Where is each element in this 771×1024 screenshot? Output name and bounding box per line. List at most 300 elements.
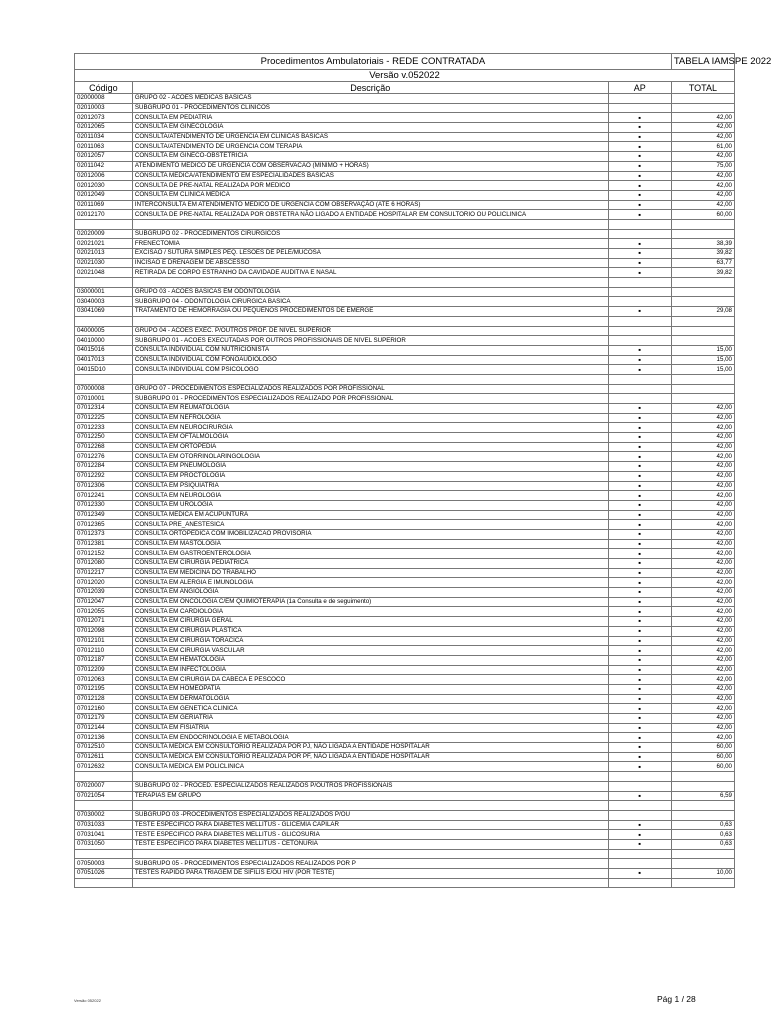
ap-marker: ■ [608, 462, 671, 472]
procedure-total: 42,00 [671, 200, 734, 210]
procedure-code: 07012195 [75, 684, 133, 694]
procedure-code: 07000008 [75, 384, 133, 394]
procedure-description: CONSULTA ORTOPEDICA COM IMOBILIZACAO PROVISORIA [132, 529, 608, 539]
procedure-code: 07012373 [75, 529, 133, 539]
procedure-description: CONSULTA DE PRE-NATAL REALIZADA POR MEDICO [132, 181, 608, 191]
ap-marker: ■ [608, 500, 671, 510]
procedure-description: SUBGRUPO 03 -PROCEDIMENTOS ESPECIALIZADOS REALIZADOS P/OU [132, 810, 608, 820]
table-row [75, 384, 735, 394]
procedure-total: 42,00 [671, 617, 734, 627]
ap-marker [608, 103, 671, 113]
ap-marker: ■ [608, 704, 671, 714]
column-header-ap: AP [608, 82, 671, 94]
table-row [75, 219, 735, 229]
procedure-description: ATENDIMENTO MEDICO DE URGENCIA COM OBSERVACAO (MINIMO + HORAS) [132, 161, 608, 171]
procedure-total: 42,00 [671, 539, 734, 549]
procedure-total [671, 336, 734, 346]
procedure-code: 02021021 [75, 239, 133, 249]
procedure-description: GRUPO 07 - PROCEDIMENTOS ESPECIALIZADOS REALIZADOS POR PROFISSIONAL [132, 384, 608, 394]
ap-marker [608, 374, 671, 384]
procedure-description: CONSULTA MEDICA EM CONSULTORIO REALIZADA POR PF, NÃO LIGADA A ENTIDADE HOSPITALAR [132, 752, 608, 762]
procedure-code: 02012073 [75, 113, 133, 123]
ap-marker: ■ [608, 723, 671, 733]
ap-marker [608, 859, 671, 869]
procedure-code: 07012611 [75, 752, 133, 762]
ap-marker: ■ [608, 684, 671, 694]
procedure-code: 07012071 [75, 617, 133, 627]
table-row [75, 481, 735, 491]
procedure-code: 07012128 [75, 694, 133, 704]
table-row [75, 578, 735, 588]
procedure-code: 07012209 [75, 665, 133, 675]
ap-marker: ■ [608, 869, 671, 879]
procedure-total [671, 278, 734, 288]
procedure-total: 38,39 [671, 239, 734, 249]
ap-marker: ■ [608, 820, 671, 830]
procedure-description [132, 772, 608, 782]
procedure-description: CONSULTA EM GENETICA CLINICA [132, 704, 608, 714]
procedure-code: 07012349 [75, 510, 133, 520]
procedure-total: 42,00 [671, 684, 734, 694]
ap-marker: ■ [608, 404, 671, 414]
procedure-code: 07012047 [75, 597, 133, 607]
procedure-code [75, 878, 133, 888]
procedure-code [75, 316, 133, 326]
procedure-description: CONSULTA EM GINECOLOGIA [132, 123, 608, 133]
procedures-table [74, 53, 771, 888]
ap-marker: ■ [608, 132, 671, 142]
procedure-description: CONSULTA EM PSIQUIATRIA [132, 481, 608, 491]
procedure-code: 07031050 [75, 839, 133, 849]
procedure-description: TESTES RAPIDO PARA TRIAGEM DE SIFILIS E/OU HIV (POR TESTE) [132, 869, 608, 879]
column-header-code: Código [75, 82, 133, 94]
procedure-total: 42,00 [671, 646, 734, 656]
procedure-total: 0,63 [671, 820, 734, 830]
document-title: Procedimentos Ambulatoriais - REDE CONTRATADA [75, 54, 672, 70]
procedure-code: 07012306 [75, 481, 133, 491]
procedure-description: SUBGRUPO 04 - ODONTOLOGIA CIRURGICA BASICA [132, 297, 608, 307]
procedure-total: 42,00 [671, 704, 734, 714]
ap-marker: ■ [608, 152, 671, 162]
procedure-total: 15,00 [671, 345, 734, 355]
table-row [75, 520, 735, 530]
procedure-total [671, 801, 734, 811]
table-row [75, 772, 735, 782]
procedure-total: 15,00 [671, 355, 734, 365]
procedure-code: 04015016 [75, 345, 133, 355]
table-row [75, 733, 735, 743]
procedure-description: FRENECTOMIA [132, 239, 608, 249]
procedure-total [671, 219, 734, 229]
procedure-description [132, 316, 608, 326]
ap-marker [608, 878, 671, 888]
procedure-total: 39,82 [671, 249, 734, 259]
procedure-description: CONSULTA EM DERMATOLOGIA [132, 694, 608, 704]
procedure-code [75, 219, 133, 229]
ap-marker: ■ [608, 249, 671, 259]
procedure-description: CONSULTA EM UROLOGIA [132, 500, 608, 510]
procedure-total: 10,00 [671, 869, 734, 879]
procedure-description: CONSULTA EM ENDOCRINOLOGIA E METABOLOGIA [132, 733, 608, 743]
procedure-code: 07012381 [75, 539, 133, 549]
table-row [75, 471, 735, 481]
procedure-description: TESTE ESPECIFICO PARA DIABETES MELLITUS - CETONURIA [132, 839, 608, 849]
page-number: Pág 1 / 28 [657, 994, 696, 1004]
procedure-description: CONSULTA EM INFECTOLOGIA [132, 665, 608, 675]
procedure-total: 29,08 [671, 307, 734, 317]
procedure-total: 42,00 [671, 597, 734, 607]
procedure-total: 42,00 [671, 714, 734, 724]
ap-marker: ■ [608, 210, 671, 220]
table-row [75, 626, 735, 636]
procedure-description: TRATAMENTO DE HEMORRAGIA OU PEQUENOS PROCEDIMENTOS DE EMERGE [132, 307, 608, 317]
procedure-total [671, 878, 734, 888]
table-row [75, 268, 735, 278]
procedure-total: 42,00 [671, 675, 734, 685]
procedure-code: 07012080 [75, 559, 133, 569]
procedure-code: 07051026 [75, 869, 133, 879]
procedure-description: CONSULTA MEDICA EM ACUPUNTURA [132, 510, 608, 520]
procedure-code: 02000008 [75, 94, 133, 104]
procedure-code: 07012160 [75, 704, 133, 714]
procedure-total [671, 781, 734, 791]
procedure-description: CONSULTA EM CIRURGIA PLASTICA [132, 626, 608, 636]
procedure-code: 07012330 [75, 500, 133, 510]
procedure-code [75, 849, 133, 859]
table-row [75, 326, 735, 336]
procedure-code: 02012170 [75, 210, 133, 220]
procedure-description: CONSULTA EM CIRURGIA DA CABECA E PESCOCO [132, 675, 608, 685]
procedure-total: 42,00 [671, 665, 734, 675]
table-row [75, 181, 735, 191]
procedure-description: CONSULTA EM ALERGIA E IMUNOLOGIA [132, 578, 608, 588]
procedure-code: 07012268 [75, 442, 133, 452]
procedure-description [132, 801, 608, 811]
procedure-total: 42,00 [671, 171, 734, 181]
procedure-code: 07012144 [75, 723, 133, 733]
ap-marker: ■ [608, 830, 671, 840]
procedure-description: TESTE ESPECIFICO PARA DIABETES MELLITUS - GLICOSURIA [132, 830, 608, 840]
procedure-code: 07012314 [75, 404, 133, 414]
ap-marker: ■ [608, 510, 671, 520]
procedure-total [671, 103, 734, 113]
ap-marker [608, 384, 671, 394]
table-row [75, 229, 735, 239]
procedure-description: CONSULTA EM NEUROCIRURGIA [132, 423, 608, 433]
procedure-code: 07012063 [75, 675, 133, 685]
table-row [75, 820, 735, 830]
procedure-code: 07012136 [75, 733, 133, 743]
procedure-code: 03000001 [75, 287, 133, 297]
table-row [75, 200, 735, 210]
procedures-document [74, 53, 771, 888]
procedure-total: 42,00 [671, 733, 734, 743]
ap-marker: ■ [608, 471, 671, 481]
procedure-code: 07012152 [75, 549, 133, 559]
ap-marker [608, 229, 671, 239]
procedure-total: 42,00 [671, 452, 734, 462]
ap-marker: ■ [608, 113, 671, 123]
procedure-code: 02011069 [75, 200, 133, 210]
column-header-description: Descrição [132, 82, 608, 94]
procedure-description: INCISAO E DRENAGEM DE ABSCESSO [132, 258, 608, 268]
table-row [75, 617, 735, 627]
procedure-code: 02011034 [75, 132, 133, 142]
ap-marker: ■ [608, 762, 671, 772]
procedure-total: 60,00 [671, 752, 734, 762]
table-row [75, 210, 735, 220]
procedure-code: 07012217 [75, 568, 133, 578]
procedure-total [671, 374, 734, 384]
procedure-description: CONSULTA/ATENDIMENTO DE URGENCIA COM TERAPIA [132, 142, 608, 152]
procedure-description: CONSULTA EM GINECO-OBSTETRICIA [132, 152, 608, 162]
procedure-description [132, 374, 608, 384]
procedure-total: 6,59 [671, 791, 734, 801]
ap-marker: ■ [608, 578, 671, 588]
ap-marker [608, 849, 671, 859]
table-row [75, 714, 735, 724]
procedure-code: 07012101 [75, 636, 133, 646]
procedure-description: SUBGRUPO 05 - PROCEDIMENTOS ESPECIALIZADOS REALIZADOS POR P [132, 859, 608, 869]
procedure-code: 07012187 [75, 655, 133, 665]
table-name: TABELA IAMSPE 2022 [671, 54, 734, 70]
procedure-total: 15,00 [671, 365, 734, 375]
table-row [75, 549, 735, 559]
procedure-total: 42,00 [671, 491, 734, 501]
procedure-code: 07012284 [75, 462, 133, 472]
procedure-code: 07030002 [75, 810, 133, 820]
procedure-total [671, 849, 734, 859]
procedure-description: CONSULTA EM FISIATRIA [132, 723, 608, 733]
procedure-code: 04015D10 [75, 365, 133, 375]
procedure-total: 42,00 [671, 655, 734, 665]
procedure-code: 07012225 [75, 413, 133, 423]
column-header-total: TOTAL [671, 82, 734, 94]
table-row [75, 433, 735, 443]
procedure-code: 04010000 [75, 336, 133, 346]
procedure-code: 07012276 [75, 452, 133, 462]
table-row [75, 258, 735, 268]
procedure-total [671, 297, 734, 307]
ap-marker: ■ [608, 539, 671, 549]
procedure-total [671, 94, 734, 104]
procedure-code: 02010003 [75, 103, 133, 113]
procedure-description: CONSULTA MEDICA/ATENDIMENTO EM ESPECIALIDADES BASICAS [132, 171, 608, 181]
ap-marker: ■ [608, 752, 671, 762]
procedure-code: 07012179 [75, 714, 133, 724]
procedure-code: 07012055 [75, 607, 133, 617]
procedure-description: SUBGRUPO 02 - PROCEDIMENTOS CIRURGICOS [132, 229, 608, 239]
procedure-total: 60,00 [671, 210, 734, 220]
table-row [75, 297, 735, 307]
ap-marker: ■ [608, 549, 671, 559]
procedure-code [75, 278, 133, 288]
procedure-description: CONSULTA EM HEMATOLOGIA [132, 655, 608, 665]
procedure-code: 03040003 [75, 297, 133, 307]
ap-marker: ■ [608, 617, 671, 627]
procedure-description: CONSULTA EM ANGIOLOGIA [132, 588, 608, 598]
table-row [75, 859, 735, 869]
procedure-description: CONSULTA EM CIRURGIA PEDIATRICA [132, 559, 608, 569]
table-row [75, 675, 735, 685]
ap-marker [608, 219, 671, 229]
table-row [75, 413, 735, 423]
table-row [75, 588, 735, 598]
procedure-description: CONSULTA EM PROCTOLOGIA [132, 471, 608, 481]
procedure-total: 60,00 [671, 743, 734, 753]
procedure-description: CONSULTA EM ORTOPEDIA [132, 442, 608, 452]
version-label: Versão v.052022 [75, 70, 735, 82]
ap-marker: ■ [608, 142, 671, 152]
procedure-description: SUBGRUPO 01 - PROCEDIMENTOS CLINICOS [132, 103, 608, 113]
table-row [75, 830, 735, 840]
procedure-description: SUBGRUPO 02 - PROCED. ESPECIALIZADOS REALIZADOS P/OUTROS PROFISSIONAIS [132, 781, 608, 791]
procedure-total [671, 287, 734, 297]
procedure-description: CONSULTA EM OFTALMOLOGIA [132, 433, 608, 443]
ap-marker: ■ [608, 568, 671, 578]
procedure-code: 07012250 [75, 433, 133, 443]
procedure-code: 02011063 [75, 142, 133, 152]
table-row [75, 491, 735, 501]
procedure-description: CONSULTA EM CARDIOLOGIA [132, 607, 608, 617]
table-row [75, 113, 735, 123]
footer-version-note: Versão 052022 [74, 998, 101, 1003]
ap-marker: ■ [608, 190, 671, 200]
procedure-total: 42,00 [671, 442, 734, 452]
ap-marker [608, 781, 671, 791]
ap-marker: ■ [608, 355, 671, 365]
table-row [75, 529, 735, 539]
procedure-total: 42,00 [671, 181, 734, 191]
table-row [75, 510, 735, 520]
ap-marker: ■ [608, 423, 671, 433]
procedure-total: 42,00 [671, 694, 734, 704]
procedure-total: 39,82 [671, 268, 734, 278]
procedure-total [671, 229, 734, 239]
procedure-description [132, 849, 608, 859]
table-row [75, 123, 735, 133]
procedure-description [132, 278, 608, 288]
procedure-total: 42,00 [671, 481, 734, 491]
procedure-description: EXCISAO / SUTURA SIMPLES PEQ. LESOES DE PELE/MUCOSA [132, 249, 608, 259]
procedure-total: 75,00 [671, 161, 734, 171]
ap-marker: ■ [608, 520, 671, 530]
procedure-code: 07031033 [75, 820, 133, 830]
procedure-total: 42,00 [671, 723, 734, 733]
table-row [75, 462, 735, 472]
table-row [75, 694, 735, 704]
ap-marker [608, 801, 671, 811]
table-row [75, 423, 735, 433]
ap-marker: ■ [608, 646, 671, 656]
procedure-description: CONSULTA/ATENDIMENTO DE URGENCIA EM CLINICAS BASICAS [132, 132, 608, 142]
table-row [75, 132, 735, 142]
table-row [75, 336, 735, 346]
procedure-code: 02020009 [75, 229, 133, 239]
procedure-description: CONSULTA DE PRE-NATAL REALIZADA POR OBSTETRA NÃO LIGADO A ENTIDADE HOSPITALAR EM CONSULTORIO OU POLICLINICA [132, 210, 608, 220]
procedure-code: 07012510 [75, 743, 133, 753]
table-row [75, 316, 735, 326]
table-row [75, 636, 735, 646]
procedure-total [671, 859, 734, 869]
procedure-code: 02012057 [75, 152, 133, 162]
table-row [75, 355, 735, 365]
table-row [75, 781, 735, 791]
procedure-total: 42,00 [671, 636, 734, 646]
table-row [75, 607, 735, 617]
procedure-code: 03041069 [75, 307, 133, 317]
ap-marker: ■ [608, 365, 671, 375]
procedure-total: 42,00 [671, 462, 734, 472]
procedure-description: CONSULTA EM OTORRINOLARINGOLOGIA [132, 452, 608, 462]
procedure-description: CONSULTA MEDICA EM POLICLINICA [132, 762, 608, 772]
procedure-description: TESTE ESPECIFICO PARA DIABETES MELLITUS - GLICEMIA CAPILAR [132, 820, 608, 830]
procedure-total [671, 326, 734, 336]
table-row [75, 839, 735, 849]
procedure-total: 61,00 [671, 142, 734, 152]
procedure-total: 42,00 [671, 510, 734, 520]
procedure-code: 07020007 [75, 781, 133, 791]
procedure-code: 02021013 [75, 249, 133, 259]
procedure-total: 0,63 [671, 830, 734, 840]
ap-marker: ■ [608, 161, 671, 171]
table-row [75, 684, 735, 694]
ap-marker [608, 316, 671, 326]
table-row [75, 752, 735, 762]
procedure-total: 42,00 [671, 423, 734, 433]
procedure-total: 42,00 [671, 190, 734, 200]
table-row [75, 704, 735, 714]
table-row [75, 171, 735, 181]
procedure-description: CONSULTA EM NEUROLOGIA [132, 491, 608, 501]
procedure-total: 42,00 [671, 433, 734, 443]
procedure-code: 07012241 [75, 491, 133, 501]
procedure-total: 42,00 [671, 520, 734, 530]
procedure-total: 42,00 [671, 113, 734, 123]
ap-marker: ■ [608, 626, 671, 636]
ap-marker: ■ [608, 307, 671, 317]
ap-marker [608, 772, 671, 782]
procedure-code [75, 772, 133, 782]
procedure-code [75, 374, 133, 384]
ap-marker [608, 278, 671, 288]
procedure-description: CONSULTA EM NEFROLOGIA [132, 413, 608, 423]
procedure-description: CONSULTA MEDICA EM CONSULTORIO REALIZADA POR PJ, NÃO LIGADA A ENTIDADE HOSPITALAR [132, 743, 608, 753]
procedure-code [75, 801, 133, 811]
ap-marker: ■ [608, 258, 671, 268]
table-row [75, 869, 735, 879]
table-row [75, 791, 735, 801]
procedure-code: 07012292 [75, 471, 133, 481]
procedure-description: CONSULTA EM HOMEOPATIA [132, 684, 608, 694]
procedure-code: 07012110 [75, 646, 133, 656]
procedure-description [132, 219, 608, 229]
procedure-code: 04017013 [75, 355, 133, 365]
procedure-description: CONSULTA EM GERIATRIA [132, 714, 608, 724]
ap-marker: ■ [608, 345, 671, 355]
table-row [75, 655, 735, 665]
procedure-code: 07012020 [75, 578, 133, 588]
table-row [75, 568, 735, 578]
procedure-description: CONSULTA EM PEDIATRIA [132, 113, 608, 123]
table-row [75, 249, 735, 259]
procedure-code: 02012006 [75, 171, 133, 181]
table-row [75, 665, 735, 675]
procedure-description: CONSULTA EM CLINICA MEDICA [132, 190, 608, 200]
procedure-description: SUBGRUPO 01 - PROCEDIMENTOS ESPECIALIZADOS REALIZADO POR PROFISSIONAL [132, 394, 608, 404]
table-row [75, 307, 735, 317]
table-row [75, 404, 735, 414]
